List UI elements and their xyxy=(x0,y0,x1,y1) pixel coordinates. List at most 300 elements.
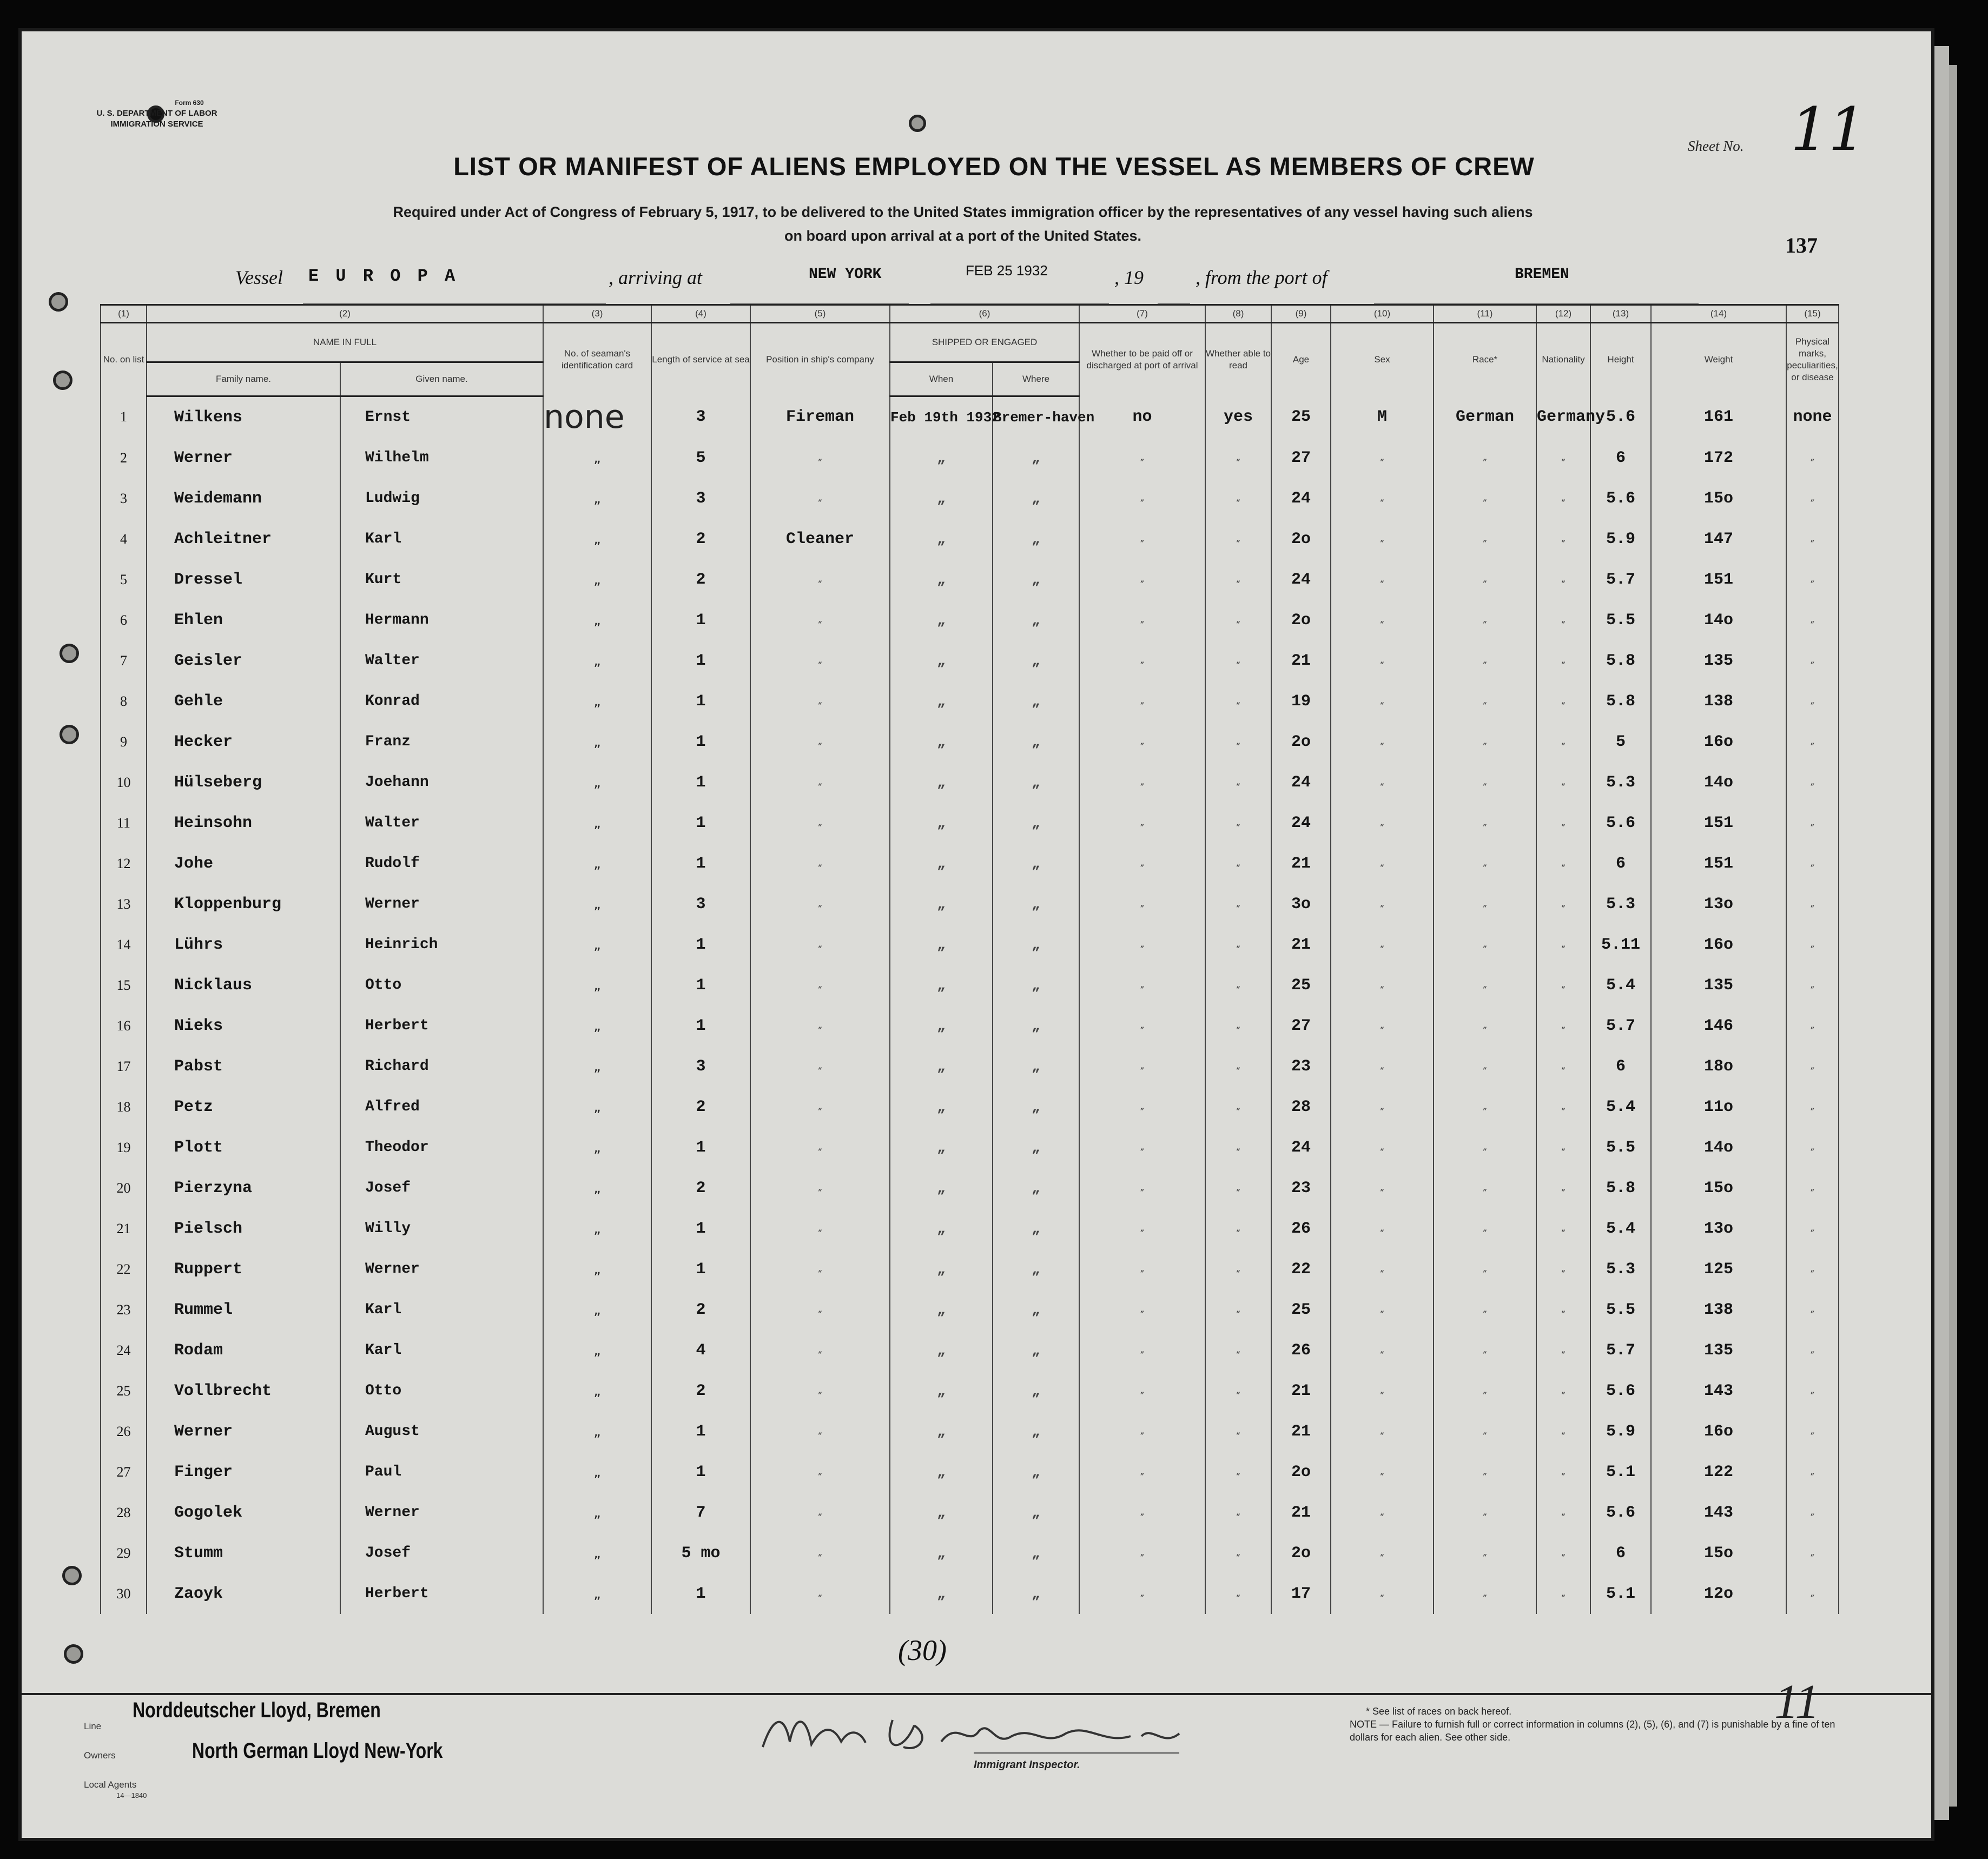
shipped-where: „ xyxy=(993,438,1079,478)
service-length: 1 xyxy=(651,1208,750,1249)
height: 5.6 xyxy=(1590,1371,1651,1411)
nationality: „ xyxy=(1536,965,1590,1005)
paid-off: „ xyxy=(1079,478,1205,519)
shipped-where: „ xyxy=(993,803,1079,843)
nationality: „ xyxy=(1536,1087,1590,1127)
position: „ xyxy=(750,1289,890,1330)
row-number: 10 xyxy=(101,762,147,803)
weight: 151 xyxy=(1651,803,1786,843)
id-card: „ xyxy=(543,1411,651,1452)
family-name: Kloppenburg xyxy=(147,884,340,924)
physical-marks: „ xyxy=(1786,1249,1839,1289)
weight: 14o xyxy=(1651,762,1786,803)
age: 2o xyxy=(1271,722,1331,762)
paid-off: „ xyxy=(1079,1208,1205,1249)
age: 25 xyxy=(1271,965,1331,1005)
col-num: (4) xyxy=(651,305,750,323)
physical-marks: „ xyxy=(1786,438,1839,478)
given-name: Joehann xyxy=(340,762,543,803)
shipped-where: „ xyxy=(993,1533,1079,1573)
id-card: „ xyxy=(543,1289,651,1330)
family-name: Rummel xyxy=(147,1289,340,1330)
table-row xyxy=(101,559,1839,600)
age: 24 xyxy=(1271,478,1331,519)
physical-marks: „ xyxy=(1786,1411,1839,1452)
age: 21 xyxy=(1271,640,1331,681)
race: „ xyxy=(1434,1249,1536,1289)
weight: 143 xyxy=(1651,1371,1786,1411)
paid-off: „ xyxy=(1079,1005,1205,1046)
agents-label: Local Agents xyxy=(84,1779,137,1790)
row-number: 19 xyxy=(101,1127,147,1168)
service-length: 1 xyxy=(651,722,750,762)
shipped-when: „ xyxy=(890,1533,993,1573)
shipped-when: „ xyxy=(890,1046,993,1087)
given-name: Werner xyxy=(340,884,543,924)
position: „ xyxy=(750,722,890,762)
table-row xyxy=(101,478,1839,519)
col-length-service: Length of service at sea xyxy=(651,323,750,396)
table-row xyxy=(101,1249,1839,1289)
paid-off: „ xyxy=(1079,762,1205,803)
sex: „ xyxy=(1331,1046,1434,1087)
nationality: „ xyxy=(1536,1573,1590,1614)
weight: 14o xyxy=(1651,1127,1786,1168)
paid-off: no xyxy=(1079,396,1205,438)
position: „ xyxy=(750,640,890,681)
family-name: Gogolek xyxy=(147,1492,340,1533)
nationality: „ xyxy=(1536,1330,1590,1371)
race: „ xyxy=(1434,1168,1536,1208)
shipped-when: „ xyxy=(890,722,993,762)
col-given-name: Given name. xyxy=(340,362,543,396)
physical-marks: „ xyxy=(1786,722,1839,762)
family-name: Werner xyxy=(147,438,340,478)
shipped-where: „ xyxy=(993,722,1079,762)
height: 5.7 xyxy=(1590,1005,1651,1046)
height: 5.3 xyxy=(1590,762,1651,803)
position: „ xyxy=(750,1046,890,1087)
age: 2o xyxy=(1271,1533,1331,1573)
position: „ xyxy=(750,1533,890,1573)
given-name: Otto xyxy=(340,1371,543,1411)
height: 5 xyxy=(1590,722,1651,762)
id-card: „ xyxy=(543,1005,651,1046)
shipped-when: „ xyxy=(890,1371,993,1411)
col-num: (10) xyxy=(1331,305,1434,323)
shipped-when: „ xyxy=(890,438,993,478)
table-row xyxy=(101,1371,1839,1411)
age: 2o xyxy=(1271,600,1331,640)
service-length: 1 xyxy=(651,965,750,1005)
row-number: 14 xyxy=(101,924,147,965)
physical-marks: „ xyxy=(1786,1533,1839,1573)
physical-marks: „ xyxy=(1786,803,1839,843)
shipped-when: „ xyxy=(890,1452,993,1492)
col-paid-off: Whether to be paid off or discharged at port of arrival xyxy=(1079,323,1205,396)
given-name: Karl xyxy=(340,1330,543,1371)
race: German xyxy=(1434,396,1536,438)
nationality: „ xyxy=(1536,884,1590,924)
shipped-when: „ xyxy=(890,1127,993,1168)
weight: 122 xyxy=(1651,1452,1786,1492)
height: 6 xyxy=(1590,1533,1651,1573)
family-name: Rodam xyxy=(147,1330,340,1371)
col-num: (13) xyxy=(1590,305,1651,323)
weight: 135 xyxy=(1651,965,1786,1005)
paid-off: „ xyxy=(1079,1533,1205,1573)
id-card: „ xyxy=(543,1127,651,1168)
department-name: U. S. DEPARTMENT OF LABOR xyxy=(96,109,217,118)
given-name: Richard xyxy=(340,1046,543,1087)
given-name: Theodor xyxy=(340,1127,543,1168)
sheet-number: 11 xyxy=(1791,95,1866,164)
row-number: 9 xyxy=(101,722,147,762)
weight: 146 xyxy=(1651,1005,1786,1046)
col-height: Height xyxy=(1590,323,1651,396)
sex: „ xyxy=(1331,1371,1434,1411)
age: 24 xyxy=(1271,762,1331,803)
able-to-read: „ xyxy=(1205,1168,1271,1208)
position: „ xyxy=(750,1127,890,1168)
height: 5.4 xyxy=(1590,965,1651,1005)
id-card: „ xyxy=(543,519,651,559)
id-card: „ xyxy=(543,1330,651,1371)
shipped-where: „ xyxy=(993,1208,1079,1249)
height: 5.3 xyxy=(1590,1249,1651,1289)
id-card: „ xyxy=(543,924,651,965)
table-row xyxy=(101,1087,1839,1127)
able-to-read: „ xyxy=(1205,1046,1271,1087)
race: „ xyxy=(1434,1492,1536,1533)
row-number: 3 xyxy=(101,478,147,519)
position: „ xyxy=(750,762,890,803)
physical-marks: „ xyxy=(1786,1208,1839,1249)
paid-off: „ xyxy=(1079,965,1205,1005)
sex: „ xyxy=(1331,1533,1434,1573)
position: „ xyxy=(750,843,890,884)
paid-off: „ xyxy=(1079,681,1205,722)
col-num: (12) xyxy=(1536,305,1590,323)
given-name: August xyxy=(340,1411,543,1452)
service-length: 1 xyxy=(651,681,750,722)
physical-marks: „ xyxy=(1786,1005,1839,1046)
col-when: When xyxy=(890,362,993,396)
physical-marks: none xyxy=(1786,396,1839,438)
race: „ xyxy=(1434,803,1536,843)
row-number: 12 xyxy=(101,843,147,884)
shipped-when: „ xyxy=(890,1208,993,1249)
able-to-read: „ xyxy=(1205,722,1271,762)
age: 24 xyxy=(1271,559,1331,600)
nationality: „ xyxy=(1536,1452,1590,1492)
able-to-read: „ xyxy=(1205,1411,1271,1452)
weight: 125 xyxy=(1651,1249,1786,1289)
weight: 13o xyxy=(1651,1208,1786,1249)
table-row xyxy=(101,762,1839,803)
weight: 151 xyxy=(1651,559,1786,600)
race: „ xyxy=(1434,640,1536,681)
family-name: Nicklaus xyxy=(147,965,340,1005)
shipped-when: „ xyxy=(890,640,993,681)
race: „ xyxy=(1434,1573,1536,1614)
col-able-read: Whether able to read xyxy=(1205,323,1271,396)
family-name: Weidemann xyxy=(147,478,340,519)
position: „ xyxy=(750,965,890,1005)
line-label: Line xyxy=(84,1721,102,1731)
able-to-read: „ xyxy=(1205,478,1271,519)
row-number: 1 xyxy=(101,396,147,438)
shipped-when: „ xyxy=(890,1005,993,1046)
race: „ xyxy=(1434,722,1536,762)
shipped-when: „ xyxy=(890,803,993,843)
col-num: (1) xyxy=(101,305,147,323)
paid-off: „ xyxy=(1079,1249,1205,1289)
owners-label: Owners xyxy=(84,1750,116,1761)
sex: „ xyxy=(1331,600,1434,640)
able-to-read: „ xyxy=(1205,438,1271,478)
sex: M xyxy=(1331,396,1434,438)
table-row xyxy=(101,884,1839,924)
weight: 13o xyxy=(1651,884,1786,924)
id-card: „ xyxy=(543,722,651,762)
service-length: 1 xyxy=(651,803,750,843)
service-length: 2 xyxy=(651,1289,750,1330)
position: „ xyxy=(750,884,890,924)
sex: „ xyxy=(1331,965,1434,1005)
service-length: 2 xyxy=(651,1087,750,1127)
shipped-where: „ xyxy=(993,1492,1079,1533)
height: 5.8 xyxy=(1590,1168,1651,1208)
given-name: Herbert xyxy=(340,1005,543,1046)
sex: „ xyxy=(1331,478,1434,519)
able-to-read: „ xyxy=(1205,1005,1271,1046)
crew-manifest-table xyxy=(100,304,1839,1614)
col-weight: Weight xyxy=(1651,323,1786,396)
age: 21 xyxy=(1271,1411,1331,1452)
age: 21 xyxy=(1271,924,1331,965)
row-number: 22 xyxy=(101,1249,147,1289)
service-length: 1 xyxy=(651,1411,750,1452)
shipped-when: „ xyxy=(890,681,993,722)
family-name: Dressel xyxy=(147,559,340,600)
row-number: 29 xyxy=(101,1533,147,1573)
row-number: 26 xyxy=(101,1411,147,1452)
shipped-when: „ xyxy=(890,884,993,924)
paid-off: „ xyxy=(1079,640,1205,681)
col-name-in-full: NAME IN FULL xyxy=(147,323,543,362)
height: 5.7 xyxy=(1590,1330,1651,1371)
age: 2o xyxy=(1271,1452,1331,1492)
age: 2o xyxy=(1271,519,1331,559)
given-name: Walter xyxy=(340,640,543,681)
nationality: „ xyxy=(1536,1371,1590,1411)
row-number: 23 xyxy=(101,1289,147,1330)
sex: „ xyxy=(1331,762,1434,803)
age: 21 xyxy=(1271,1492,1331,1533)
nationality: „ xyxy=(1536,519,1590,559)
table-row xyxy=(101,1168,1839,1208)
height: 5.4 xyxy=(1590,1087,1651,1127)
given-name: Werner xyxy=(340,1492,543,1533)
family-name: Stumm xyxy=(147,1533,340,1573)
given-name: Ludwig xyxy=(340,478,543,519)
position: „ xyxy=(750,1005,890,1046)
physical-marks: „ xyxy=(1786,600,1839,640)
weight: 16o xyxy=(1651,1411,1786,1452)
sex: „ xyxy=(1331,884,1434,924)
nationality: Germany xyxy=(1536,396,1590,438)
col-physical: Physical marks, peculiarities, or disease xyxy=(1786,323,1839,396)
col-num: (6) xyxy=(890,305,1079,323)
sex: „ xyxy=(1331,438,1434,478)
given-name: Kurt xyxy=(340,559,543,600)
shipped-where: „ xyxy=(993,1411,1079,1452)
physical-marks: „ xyxy=(1786,519,1839,559)
sheet-label: Sheet No. xyxy=(1688,138,1744,154)
id-card: „ xyxy=(543,803,651,843)
family-name: Plott xyxy=(147,1127,340,1168)
physical-marks: „ xyxy=(1786,843,1839,884)
sex: „ xyxy=(1331,1452,1434,1492)
weight: 12o xyxy=(1651,1573,1786,1614)
family-name: Vollbrecht xyxy=(147,1371,340,1411)
paid-off: „ xyxy=(1079,803,1205,843)
nationality: „ xyxy=(1536,681,1590,722)
family-name: Nieks xyxy=(147,1005,340,1046)
row-number: 4 xyxy=(101,519,147,559)
height: 5.4 xyxy=(1590,1208,1651,1249)
physical-marks: „ xyxy=(1786,884,1839,924)
shipped-where: „ xyxy=(993,1249,1079,1289)
race: „ xyxy=(1434,1087,1536,1127)
race: „ xyxy=(1434,1371,1536,1411)
shipped-when: „ xyxy=(890,924,993,965)
physical-marks: „ xyxy=(1786,965,1839,1005)
age: 28 xyxy=(1271,1087,1331,1127)
nationality: „ xyxy=(1536,762,1590,803)
race: „ xyxy=(1434,884,1536,924)
age: 17 xyxy=(1271,1573,1331,1614)
race: „ xyxy=(1434,600,1536,640)
paid-off: „ xyxy=(1079,559,1205,600)
age: 26 xyxy=(1271,1330,1331,1371)
given-name: Karl xyxy=(340,1289,543,1330)
sex: „ xyxy=(1331,519,1434,559)
able-to-read: „ xyxy=(1205,640,1271,681)
manifest-rows xyxy=(101,396,1839,1615)
paid-off: „ xyxy=(1079,1168,1205,1208)
family-name: Gehle xyxy=(147,681,340,722)
col-num: (2) xyxy=(147,305,543,323)
height: 5.1 xyxy=(1590,1452,1651,1492)
shipped-where: „ xyxy=(993,1452,1079,1492)
nationality: „ xyxy=(1536,1411,1590,1452)
stamp-number: 137 xyxy=(1785,233,1818,257)
sex: „ xyxy=(1331,843,1434,884)
sex: „ xyxy=(1331,681,1434,722)
col-family-name: Family name. xyxy=(147,362,340,396)
id-card: „ xyxy=(543,1573,651,1614)
shipped-when: „ xyxy=(890,1289,993,1330)
table-row xyxy=(101,1330,1839,1371)
height: 5.11 xyxy=(1590,924,1651,965)
shipped-where: „ xyxy=(993,762,1079,803)
family-name: Johe xyxy=(147,843,340,884)
service-length: 1 xyxy=(651,924,750,965)
nationality: „ xyxy=(1536,803,1590,843)
shipped-where: „ xyxy=(993,924,1079,965)
owners-stamp: North German Lloyd New-York xyxy=(192,1739,443,1763)
able-to-read: „ xyxy=(1205,681,1271,722)
id-card: „ xyxy=(543,1208,651,1249)
able-to-read: „ xyxy=(1205,924,1271,965)
col-id-card: No. of seaman's identification card xyxy=(543,323,651,396)
shipped-where: „ xyxy=(993,884,1079,924)
shipped-when: Feb 19th 1932 xyxy=(890,396,993,438)
table-row xyxy=(101,1492,1839,1533)
shipped-where: „ xyxy=(993,1005,1079,1046)
age: 25 xyxy=(1271,396,1331,438)
nationality: „ xyxy=(1536,1289,1590,1330)
height: 5.6 xyxy=(1590,803,1651,843)
position: „ xyxy=(750,1371,890,1411)
col-nationality: Nationality xyxy=(1536,323,1590,396)
height: 5.8 xyxy=(1590,640,1651,681)
service-length: 1 xyxy=(651,1452,750,1492)
sex: „ xyxy=(1331,1249,1434,1289)
sex: „ xyxy=(1331,803,1434,843)
id-card: „ xyxy=(543,1087,651,1127)
able-to-read: „ xyxy=(1205,803,1271,843)
id-card: „ xyxy=(543,640,651,681)
service-length: 3 xyxy=(651,884,750,924)
family-name: Werner xyxy=(147,1411,340,1452)
position: „ xyxy=(750,1208,890,1249)
service-length: 2 xyxy=(651,519,750,559)
race: „ xyxy=(1434,1005,1536,1046)
family-name: Wilkens xyxy=(147,396,340,438)
service-length: 3 xyxy=(651,478,750,519)
col-shipped: SHIPPED OR ENGAGED xyxy=(890,323,1079,362)
departure-port: BREMEN xyxy=(1515,266,1569,283)
family-name: Petz xyxy=(147,1087,340,1127)
service-length: 7 xyxy=(651,1492,750,1533)
able-to-read: „ xyxy=(1205,1087,1271,1127)
physical-marks: „ xyxy=(1786,1492,1839,1533)
row-number: 7 xyxy=(101,640,147,681)
table-row xyxy=(101,1046,1839,1087)
race: „ xyxy=(1434,1330,1536,1371)
sex: „ xyxy=(1331,722,1434,762)
able-to-read: yes xyxy=(1205,396,1271,438)
height: 5.7 xyxy=(1590,559,1651,600)
nationality: „ xyxy=(1536,1492,1590,1533)
nationality: „ xyxy=(1536,843,1590,884)
age: 19 xyxy=(1271,681,1331,722)
nationality: „ xyxy=(1536,600,1590,640)
table-row xyxy=(101,965,1839,1005)
paid-off: „ xyxy=(1079,1330,1205,1371)
shipped-where: „ xyxy=(993,843,1079,884)
row-number: 17 xyxy=(101,1046,147,1087)
paid-off: „ xyxy=(1079,1289,1205,1330)
age: 3o xyxy=(1271,884,1331,924)
shipped-when: „ xyxy=(890,478,993,519)
id-card: „ xyxy=(543,965,651,1005)
nationality: „ xyxy=(1536,438,1590,478)
family-name: Achleitner xyxy=(147,519,340,559)
